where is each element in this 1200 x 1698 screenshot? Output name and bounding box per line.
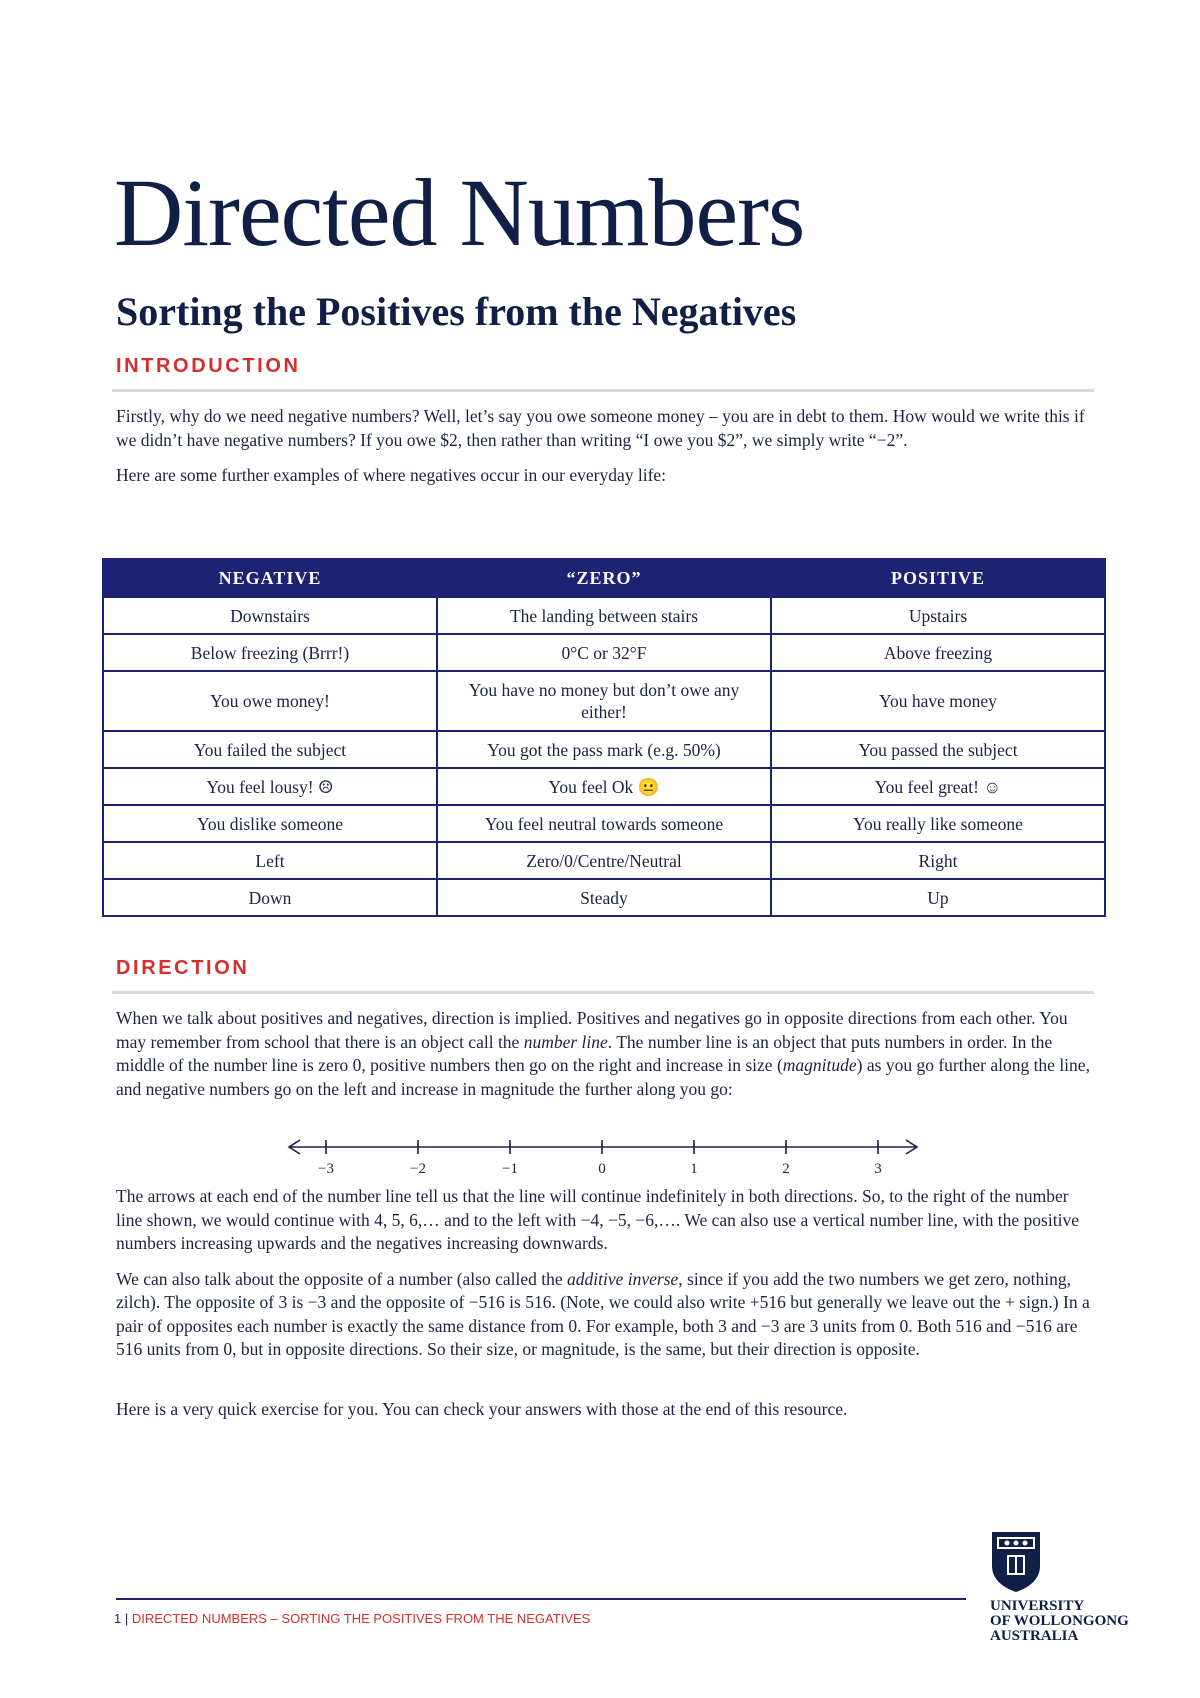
- crest-icon: [990, 1530, 1042, 1594]
- footer-separator: |: [124, 1611, 129, 1626]
- number-line-label: 2: [782, 1161, 790, 1177]
- table-cell: Upstairs: [771, 597, 1105, 634]
- table-row: [103, 768, 1105, 805]
- table-cell: Steady: [437, 879, 771, 916]
- term-magnitude: magnitude: [782, 1055, 857, 1075]
- table-cell: Down: [103, 879, 437, 916]
- table-row: [103, 634, 1105, 671]
- page-number: 1: [114, 1611, 122, 1626]
- table-cell: You failed the subject: [103, 731, 437, 768]
- table-row: [103, 842, 1105, 879]
- table-cell: You feel great! ☺: [771, 768, 1105, 805]
- table-cell: You really like someone: [771, 805, 1105, 842]
- table-header-row: [103, 559, 1105, 597]
- table-cell: The landing between stairs: [437, 597, 771, 634]
- term-number-line: number line: [523, 1031, 608, 1052]
- introduction-heading: INTRODUCTION: [116, 355, 301, 377]
- university-name: UNIVERSITY OF WOLLONGONG AUSTRALIA: [990, 1598, 1129, 1644]
- direction-paragraph-2: The arrows at each end of the number line tell us that the line will continue indefinitely in both directions. So, to the right of the number line shown, we would continue with 4, 5, 6,… and to the left with −4, −5, −6,…. We can also use a vertical number line, with the positive numbers increasing upwards and the negatives increasing downwards.: [116, 1186, 1079, 1253]
- examples-table: [102, 558, 1106, 917]
- introduction-paragraph-1: Firstly, why do we need negative numbers? Well, let’s say you owe someone money – you are in debt to them. How would we write this if we didn’t have negative numbers? If you owe $2, then rather than writing “I owe you $2”, we simply write “−2”.: [116, 406, 1085, 450]
- table-row: [103, 731, 1105, 768]
- university-logo: [990, 1530, 1130, 1644]
- table-cell: You feel neutral towards someone: [437, 805, 771, 842]
- introduction-body: [116, 405, 1096, 500]
- number-line-label: −3: [318, 1161, 334, 1177]
- term-additive-inverse: additive inverse: [567, 1268, 679, 1289]
- table-cell: Right: [771, 842, 1105, 879]
- table-cell: You owe money!: [103, 671, 437, 731]
- table-row: [103, 805, 1105, 842]
- table-cell: Downstairs: [103, 597, 437, 634]
- direction-paragraph-1: When we talk about positives and negatives, direction is implied. Positives and negatives go in opposite directions from each other. You may remember from school that there is an object call the number line. The number line is an object that puts numbers in order. In the middle of the number line is zero 0, positive numbers then go on the right and increase in size (magnitude) as you go further along the line, and negative numbers go on the left and increase in magnitude the further along you go:: [116, 1008, 1090, 1099]
- number-line-label: 1: [690, 1161, 698, 1177]
- table-cell: Left: [103, 842, 437, 879]
- direction-heading: DIRECTION: [116, 957, 250, 979]
- table-cell: Above freezing: [771, 634, 1105, 671]
- direction-body: [116, 1185, 1096, 1433]
- table-cell: Zero/0/Centre/Neutral: [437, 842, 771, 879]
- number-line-label: −1: [502, 1161, 518, 1177]
- table-cell: Below freezing (Brrr!): [103, 634, 437, 671]
- header-positive: POSITIVE: [771, 559, 1105, 597]
- table-cell: You have no money but don’t owe any either!: [437, 671, 771, 731]
- direction-divider: [112, 991, 1094, 994]
- table-cell: You dislike someone: [103, 805, 437, 842]
- table-row: [103, 671, 1105, 731]
- table-cell: Up: [771, 879, 1105, 916]
- header-negative: NEGATIVE: [103, 559, 437, 597]
- table-cell: You feel lousy! ☹: [103, 768, 437, 805]
- table-cell: You feel Ok 😐: [437, 768, 771, 805]
- page-title: Directed Numbers: [114, 159, 805, 266]
- table-cell: You have money: [771, 671, 1105, 731]
- footer-divider: [116, 1598, 966, 1600]
- number-line: [286, 1135, 922, 1177]
- number-line-label: 0: [598, 1161, 606, 1177]
- direction-paragraph-4: Here is a very quick exercise for you. You can check your answers with those at the end of this resource.: [116, 1398, 848, 1419]
- number-line-label: 3: [874, 1161, 882, 1177]
- page-subtitle: Sorting the Positives from the Negatives: [116, 289, 797, 334]
- introduction-paragraph-2: Here are some further examples of where negatives occur in our everyday life:: [116, 465, 667, 485]
- direction-intro: [116, 1007, 1096, 1113]
- table-cell: You got the pass mark (e.g. 50%): [437, 731, 771, 768]
- footer: [114, 1611, 590, 1626]
- table-cell: You passed the subject: [771, 731, 1105, 768]
- table-row: [103, 879, 1105, 916]
- table-row: [103, 597, 1105, 634]
- header-zero: “ZERO”: [437, 559, 771, 597]
- footer-title: DIRECTED NUMBERS – SORTING THE POSITIVES FROM THE NEGATIVES: [131, 1611, 591, 1626]
- number-line-label: −2: [410, 1161, 426, 1177]
- introduction-divider: [112, 389, 1094, 392]
- direction-paragraph-3: We can also talk about the opposite of a number (also called the additive inverse, since if you add the two numbers we get zero, nothing, zilch). The opposite of 3 is −3 and the opposite of −516 is 516. (Note, we could also write +516 but generally we leave out the + sign.) In a pair of opposites each number is exactly the same distance from 0. For example, both 3 and −3 are 3 units from 0. Both 516 and −516 are 516 units from 0, but in opposite directions. So their size, or magnitude, is the same, but their direction is opposite.: [116, 1268, 1090, 1359]
- table-cell: 0°C or 32°F: [437, 634, 771, 671]
